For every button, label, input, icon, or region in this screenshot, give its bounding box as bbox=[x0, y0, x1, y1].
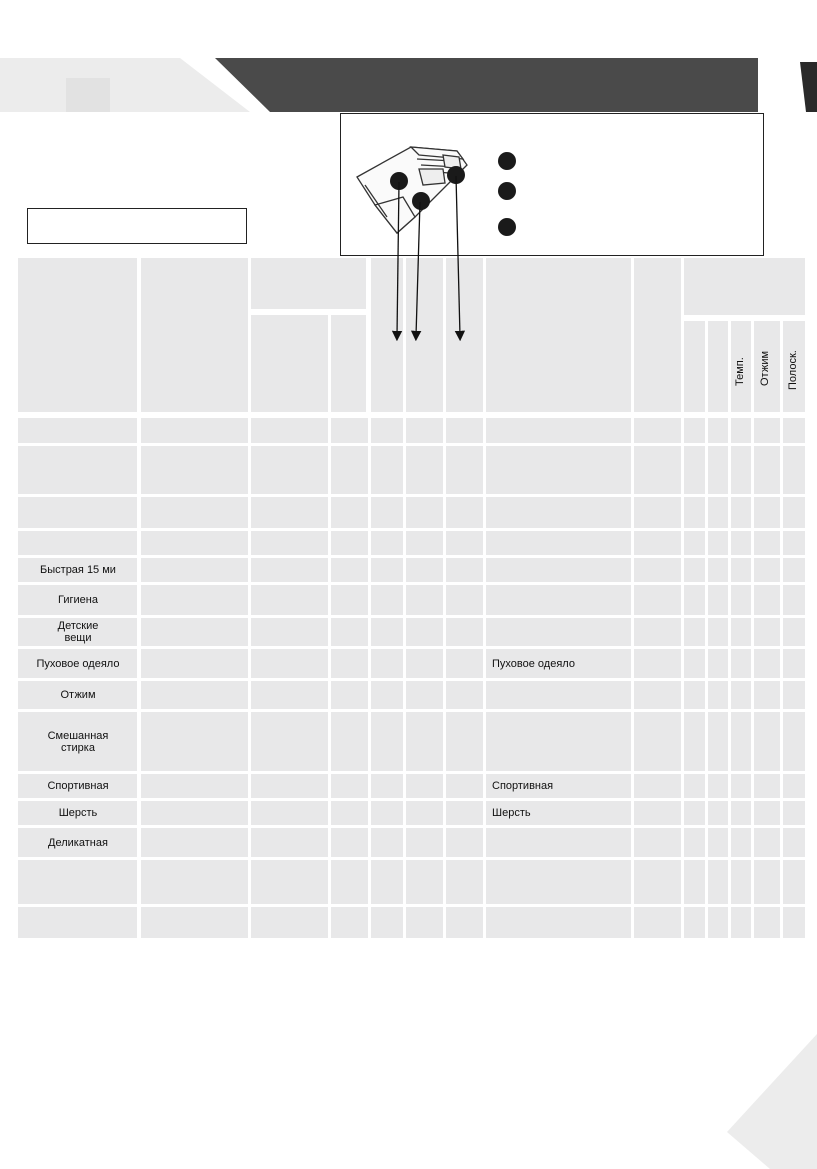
table-cell bbox=[634, 446, 681, 494]
table-cell bbox=[708, 418, 728, 443]
program-description bbox=[486, 828, 631, 857]
table-cell bbox=[406, 712, 443, 771]
table-cell bbox=[783, 497, 805, 528]
table-cell bbox=[141, 618, 248, 646]
table-cell bbox=[783, 801, 805, 825]
table-cell bbox=[634, 907, 681, 938]
table-cell bbox=[251, 531, 328, 555]
table-cell bbox=[708, 801, 728, 825]
table-cell bbox=[371, 712, 403, 771]
table-cell bbox=[731, 558, 751, 582]
table-cell bbox=[331, 712, 368, 771]
table-cell bbox=[406, 801, 443, 825]
program-description bbox=[486, 860, 631, 904]
table-cell bbox=[783, 828, 805, 857]
program-name: Гигиена bbox=[58, 594, 98, 606]
table-cell bbox=[446, 497, 483, 528]
program-name bbox=[18, 531, 138, 555]
table-cell bbox=[684, 585, 705, 615]
table-cell bbox=[446, 774, 483, 798]
table-cell bbox=[251, 585, 328, 615]
column-header-temp: Темп. bbox=[734, 357, 746, 386]
table-cell bbox=[331, 418, 368, 443]
table-cell bbox=[708, 585, 728, 615]
table-cell bbox=[684, 801, 705, 825]
table-cell bbox=[754, 828, 780, 857]
table-cell bbox=[783, 907, 805, 938]
table-cell bbox=[754, 907, 780, 938]
arrow-compartment-3 bbox=[456, 176, 460, 336]
table-cell bbox=[446, 649, 483, 678]
program-name: Быстрая 15 ми bbox=[40, 564, 116, 576]
table-cell bbox=[634, 497, 681, 528]
table-cell bbox=[731, 828, 751, 857]
program-name: Шерсть bbox=[58, 807, 98, 819]
table-cell bbox=[754, 774, 780, 798]
table-cell bbox=[783, 446, 805, 494]
table-cell bbox=[634, 531, 681, 555]
table-cell bbox=[634, 558, 681, 582]
table-cell bbox=[754, 446, 780, 494]
program-name bbox=[18, 860, 138, 904]
table-cell bbox=[371, 681, 403, 709]
table-cell bbox=[331, 828, 368, 857]
table-cell bbox=[141, 828, 248, 857]
table-cell bbox=[783, 860, 805, 904]
table-cell bbox=[331, 558, 368, 582]
table-cell bbox=[754, 649, 780, 678]
table-cell bbox=[331, 774, 368, 798]
table-cell bbox=[371, 618, 403, 646]
table-cell bbox=[634, 801, 681, 825]
table-cell bbox=[406, 531, 443, 555]
table-cell bbox=[251, 860, 328, 904]
table-cell bbox=[331, 649, 368, 678]
table-cell bbox=[406, 558, 443, 582]
program-description bbox=[486, 446, 631, 494]
table-cell bbox=[684, 860, 705, 904]
table-cell bbox=[251, 712, 328, 771]
table-cell bbox=[684, 774, 705, 798]
table-cell bbox=[446, 585, 483, 615]
table-cell bbox=[331, 681, 368, 709]
table-cell bbox=[406, 828, 443, 857]
table-cell bbox=[331, 618, 368, 646]
table-cell bbox=[406, 774, 443, 798]
table-cell bbox=[406, 618, 443, 646]
table-cell bbox=[708, 860, 728, 904]
table-cell bbox=[684, 446, 705, 494]
program-name bbox=[18, 497, 138, 528]
table-cell bbox=[684, 649, 705, 678]
program-description: Спортивная bbox=[492, 780, 554, 792]
table-cell bbox=[783, 712, 805, 771]
table-cell bbox=[634, 681, 681, 709]
table-cell bbox=[754, 585, 780, 615]
table-cell bbox=[406, 585, 443, 615]
table-cell bbox=[406, 860, 443, 904]
table-cell bbox=[684, 558, 705, 582]
program-description: Пуховое одеяло bbox=[492, 657, 575, 670]
table-cell bbox=[754, 801, 780, 825]
table-cell bbox=[141, 774, 248, 798]
table-cell bbox=[371, 558, 403, 582]
table-cell bbox=[708, 649, 728, 678]
page-corner-decoration bbox=[700, 1020, 817, 1169]
table-cell bbox=[141, 649, 248, 678]
program-description bbox=[486, 585, 631, 615]
table-cell bbox=[754, 531, 780, 555]
table-cell bbox=[406, 497, 443, 528]
table-cell bbox=[141, 585, 248, 615]
table-cell bbox=[634, 618, 681, 646]
table-cell bbox=[754, 558, 780, 582]
table-cell bbox=[783, 681, 805, 709]
table-cell bbox=[754, 418, 780, 443]
table-cell bbox=[446, 558, 483, 582]
table-cell bbox=[783, 774, 805, 798]
table-cell bbox=[371, 418, 403, 443]
table-cell bbox=[754, 860, 780, 904]
arrow-compartment-2 bbox=[416, 202, 420, 336]
table-cell bbox=[731, 907, 751, 938]
program-description bbox=[486, 558, 631, 582]
table-cell bbox=[731, 649, 751, 678]
program-description bbox=[486, 907, 631, 938]
table-cell bbox=[634, 774, 681, 798]
program-description bbox=[486, 712, 631, 771]
table-cell bbox=[251, 681, 328, 709]
dispenser-arrows bbox=[0, 0, 817, 360]
table-cell bbox=[754, 712, 780, 771]
table-cell bbox=[708, 774, 728, 798]
table-cell bbox=[684, 681, 705, 709]
table-cell bbox=[708, 681, 728, 709]
table-cell bbox=[684, 828, 705, 857]
table-cell bbox=[141, 497, 248, 528]
table-cell bbox=[634, 860, 681, 904]
table-cell bbox=[251, 558, 328, 582]
table-cell bbox=[783, 558, 805, 582]
table-cell bbox=[251, 828, 328, 857]
table-cell bbox=[634, 828, 681, 857]
table-cell bbox=[446, 712, 483, 771]
table-cell bbox=[371, 585, 403, 615]
table-cell bbox=[446, 801, 483, 825]
table-cell bbox=[634, 649, 681, 678]
table-cell bbox=[783, 585, 805, 615]
table-cell bbox=[684, 712, 705, 771]
table-cell bbox=[371, 907, 403, 938]
table-cell bbox=[731, 774, 751, 798]
table-cell bbox=[141, 681, 248, 709]
program-description: Шерсть bbox=[492, 807, 531, 819]
table-cell bbox=[406, 907, 443, 938]
table-cell bbox=[708, 446, 728, 494]
program-name bbox=[18, 907, 138, 938]
table-cell bbox=[708, 618, 728, 646]
table-cell bbox=[783, 618, 805, 646]
table-cell bbox=[331, 860, 368, 904]
table-cell bbox=[446, 828, 483, 857]
program-name: Пуховое одеяло bbox=[36, 657, 120, 670]
table-cell bbox=[783, 531, 805, 555]
table-cell bbox=[731, 446, 751, 494]
table-cell bbox=[331, 497, 368, 528]
table-cell bbox=[371, 649, 403, 678]
table-cell bbox=[251, 497, 328, 528]
table-cell bbox=[141, 712, 248, 771]
table-cell bbox=[406, 649, 443, 678]
table-cell bbox=[708, 828, 728, 857]
table-cell bbox=[684, 907, 705, 938]
table-cell bbox=[684, 618, 705, 646]
program-name: Детские вещи bbox=[57, 620, 99, 644]
table-cell bbox=[708, 712, 728, 771]
table-cell bbox=[446, 907, 483, 938]
column-header-rinse: Полоск. bbox=[787, 350, 799, 390]
table-cell bbox=[446, 618, 483, 646]
table-cell bbox=[708, 907, 728, 938]
table-cell bbox=[731, 585, 751, 615]
table-cell bbox=[371, 531, 403, 555]
table-cell bbox=[754, 618, 780, 646]
table-cell bbox=[731, 712, 751, 771]
table-cell bbox=[371, 774, 403, 798]
table-cell bbox=[446, 446, 483, 494]
program-name bbox=[18, 446, 138, 494]
table-cell bbox=[251, 801, 328, 825]
table-cell bbox=[251, 649, 328, 678]
program-name: Спортивная bbox=[47, 780, 109, 792]
program-name: Отжим bbox=[60, 689, 96, 701]
table-cell bbox=[141, 860, 248, 904]
table-cell bbox=[406, 446, 443, 494]
table-cell bbox=[406, 418, 443, 443]
program-description bbox=[486, 618, 631, 646]
table-cell bbox=[141, 418, 248, 443]
table-cell bbox=[331, 907, 368, 938]
table-cell bbox=[371, 801, 403, 825]
program-name: Смешанная стирка bbox=[47, 729, 109, 754]
table-cell bbox=[371, 497, 403, 528]
table-cell bbox=[371, 860, 403, 904]
table-cell bbox=[331, 801, 368, 825]
table-cell bbox=[331, 446, 368, 494]
table-cell bbox=[754, 681, 780, 709]
table-cell bbox=[731, 418, 751, 443]
table-cell bbox=[634, 585, 681, 615]
table-cell bbox=[783, 418, 805, 443]
table-cell bbox=[783, 649, 805, 678]
table-cell bbox=[708, 531, 728, 555]
program-description bbox=[486, 497, 631, 528]
table-cell bbox=[141, 801, 248, 825]
program-description bbox=[486, 531, 631, 555]
arrow-compartment-1 bbox=[397, 182, 399, 336]
table-cell bbox=[141, 907, 248, 938]
program-description bbox=[486, 418, 631, 443]
table-cell bbox=[141, 531, 248, 555]
table-cell bbox=[634, 418, 681, 443]
table-cell bbox=[708, 497, 728, 528]
table-cell bbox=[731, 681, 751, 709]
table-cell bbox=[731, 860, 751, 904]
table-cell bbox=[731, 801, 751, 825]
table-cell bbox=[446, 681, 483, 709]
table-cell bbox=[634, 712, 681, 771]
table-cell bbox=[251, 446, 328, 494]
table-cell bbox=[446, 418, 483, 443]
table-cell bbox=[331, 531, 368, 555]
table-cell bbox=[251, 418, 328, 443]
table-cell bbox=[731, 531, 751, 555]
table-cell bbox=[684, 497, 705, 528]
table-cell bbox=[446, 860, 483, 904]
table-cell bbox=[141, 558, 248, 582]
table-cell bbox=[406, 681, 443, 709]
table-cell bbox=[331, 585, 368, 615]
table-cell bbox=[684, 531, 705, 555]
program-description bbox=[486, 681, 631, 709]
table-cell bbox=[446, 531, 483, 555]
table-cell bbox=[371, 446, 403, 494]
table-cell bbox=[141, 446, 248, 494]
program-name bbox=[18, 418, 138, 443]
table-cell bbox=[251, 907, 328, 938]
table-cell bbox=[251, 774, 328, 798]
table-cell bbox=[684, 418, 705, 443]
column-header-spin: Отжим bbox=[759, 350, 771, 386]
table-cell bbox=[731, 497, 751, 528]
table-cell bbox=[251, 618, 328, 646]
program-name: Деликатная bbox=[48, 836, 108, 849]
table-cell bbox=[371, 828, 403, 857]
table-cell bbox=[708, 558, 728, 582]
table-cell bbox=[731, 618, 751, 646]
table-cell bbox=[754, 497, 780, 528]
